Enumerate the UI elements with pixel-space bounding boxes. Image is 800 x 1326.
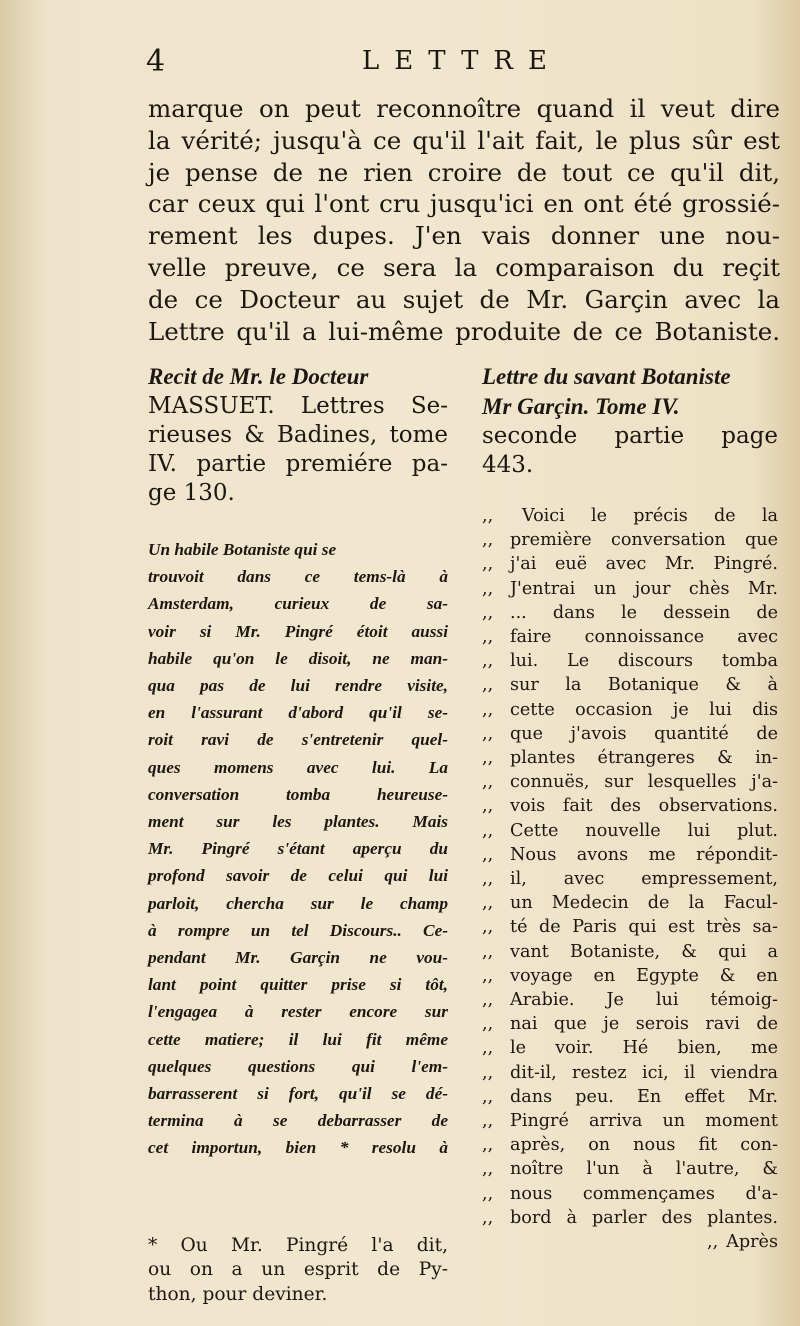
right-quote-line	[482, 1109, 778, 1133]
right-quote-text: dans peu. En effet Mr.	[510, 1086, 778, 1107]
right-quote-text: cette occasion je lui dis	[510, 699, 778, 720]
footnote-line: thon, pour deviner.	[148, 1283, 328, 1305]
right-quote-line	[482, 1182, 778, 1206]
left-quote-line: Un habile Botaniste qui se	[148, 540, 337, 559]
page-header	[0, 38, 800, 88]
right-quote-text: vois fait des observations.	[510, 796, 778, 817]
left-heading-line: IV. partie premiére pa-	[148, 451, 448, 477]
left-quote-line: barrasserent si fort, qu'il se dé-	[148, 1084, 448, 1104]
right-quote-line	[482, 673, 778, 697]
quote-mark: ,,	[482, 554, 494, 575]
right-quote-line	[482, 1133, 778, 1157]
left-quote-line: en l'assurant d'abord qu'il se-	[148, 703, 448, 723]
right-heading-line: 443.	[482, 452, 534, 478]
right-quote-text: nous commençames d'a-	[510, 1183, 778, 1204]
right-quote-line	[482, 843, 778, 867]
left-quote-line: lant point quitter prise si tôt,	[148, 975, 448, 995]
right-quote-line	[482, 746, 778, 770]
right-quote-line	[482, 940, 778, 964]
right-quote-line	[482, 1230, 778, 1254]
quote-mark: ,,	[482, 893, 494, 914]
right-quote-line	[482, 649, 778, 673]
right-quote-text: bord à parler des plantes.	[510, 1207, 778, 1228]
right-heading-line: Lettre du savant Botaniste	[482, 364, 731, 389]
right-quote-text: vant Botaniste, & qui a	[510, 941, 778, 962]
quote-mark: ,,	[482, 506, 494, 526]
quote-mark: ,,	[482, 675, 494, 696]
right-heading-line: seconde partie page	[482, 423, 778, 449]
intro-line: car ceux qui l'ont cru jusqu'ici en ont été grossié-	[148, 189, 780, 219]
left-quote-line: Mr. Pingré s'étant aperçu du	[148, 839, 448, 859]
left-quote-line: ques momens avec lui. La	[148, 757, 448, 777]
intro-line: marque on peut reconnoître quand il veut dire	[148, 94, 780, 123]
intro-line: je pense de ne rien croire de tout ce qu'il dit,	[148, 157, 780, 187]
intro-line: Lettre qu'il a lui-même produite de ce Botaniste.	[148, 316, 780, 346]
right-quote-line	[482, 988, 778, 1012]
right-quote-text: sur la Botanique & à	[510, 675, 778, 696]
quote-mark: ,,	[482, 1086, 494, 1107]
left-quote-line: quelques questions qui l'em-	[148, 1056, 448, 1076]
right-quote-text: Arabie. Je lui témoig-	[510, 990, 778, 1011]
left-quote-line: pendant Mr. Garçin ne vou-	[148, 948, 448, 968]
right-quote-line	[482, 819, 778, 843]
quote-mark: ,,	[482, 1014, 494, 1035]
right-quote-text: faire connoissance avec	[510, 627, 778, 648]
right-quote-text: Cette nouvelle lui plut.	[510, 820, 778, 841]
left-quote-line: termina à se debarrasser de	[148, 1111, 448, 1131]
left-quote-line: profond savoir de celui qui lui	[148, 866, 448, 886]
right-quote-text: Voici le précis de la	[522, 506, 778, 526]
intro-line: rement les dupes. J'en vais donner une nou-	[148, 221, 780, 251]
quote-mark: ,,	[482, 651, 494, 672]
right-quote-text: plantes étrangeres & in-	[510, 748, 778, 769]
footnote-line: * Ou Mr. Pingré l'a dit,	[148, 1234, 448, 1256]
running-title: LETTRE	[362, 46, 562, 76]
right-quote-text: J'entrai un jour chès Mr.	[510, 578, 778, 599]
quote-mark: ,,	[482, 1038, 494, 1059]
left-heading-line: MASSUET. Lettres Se-	[148, 393, 448, 419]
quote-mark: ,,	[482, 1135, 494, 1156]
quote-mark: ,,	[482, 820, 494, 841]
right-quote-text: voyage en Egypte & en	[510, 965, 778, 986]
right-quote	[482, 504, 778, 1254]
right-quote-line	[482, 1085, 778, 1109]
right-quote-line	[482, 625, 778, 649]
quote-mark: ,,	[482, 844, 494, 865]
left-quote-line: cet importun, bien * resolu à	[148, 1138, 448, 1158]
right-quote-line	[482, 1061, 778, 1085]
footnote	[148, 1234, 448, 1308]
intro-line: velle preuve, ce sera la comparaison du reçit	[148, 252, 780, 282]
quote-mark: ,,	[482, 578, 494, 599]
left-column	[148, 362, 448, 1307]
footnote-line: ou on a un esprit de Py-	[148, 1259, 448, 1281]
right-quote-line	[482, 1012, 778, 1036]
quote-mark: ,,	[482, 748, 494, 769]
right-quote-text: il, avec empressement,	[510, 869, 778, 890]
right-quote-text: après, on nous fit con-	[510, 1135, 778, 1156]
left-quote-line: cette matiere; il lui fit même	[148, 1029, 448, 1049]
right-quote-line	[482, 964, 778, 988]
quote-mark: ,,	[482, 1062, 494, 1083]
intro-line: de ce Docteur au sujet de Mr. Garçin avec la	[148, 284, 780, 314]
left-heading-line: ge 130.	[148, 480, 235, 506]
right-column	[482, 362, 778, 1254]
page-number: 4	[146, 44, 166, 79]
right-quote-line	[482, 770, 778, 794]
right-quote-line	[482, 601, 778, 625]
right-quote-line	[482, 1157, 778, 1181]
quote-mark: ,,	[482, 1111, 494, 1132]
right-quote-line	[482, 528, 778, 552]
right-quote-text: le voir. Hé bien, me	[510, 1038, 778, 1059]
right-quote-line	[482, 915, 778, 939]
left-quote	[148, 536, 448, 1162]
right-quote-text: j'ai euë avec Mr. Pingré.	[510, 554, 778, 575]
right-quote-line	[482, 698, 778, 722]
right-quote-text: Après	[726, 1232, 778, 1253]
right-quote-text: que j'avois quantité de	[510, 723, 778, 744]
right-quote-text: lui. Le discours tomba	[510, 651, 778, 672]
right-heading-line: Mr Garçin. Tome IV.	[482, 394, 680, 419]
right-quote-line	[482, 504, 778, 528]
quote-mark: ,,	[482, 941, 494, 962]
right-quote-line	[482, 577, 778, 601]
right-quote-text: nai que je serois ravi de	[510, 1014, 778, 1035]
right-quote-line	[482, 1206, 778, 1230]
left-quote-line: conversation tomba heureuse-	[148, 784, 448, 804]
quote-mark: ,,	[482, 917, 494, 938]
left-quote-line: l'engagea à rester encore sur	[148, 1002, 448, 1022]
left-quote-line: roit ravi de s'entretenir quel-	[148, 730, 448, 750]
left-heading-line: rieuses & Badines, tome	[148, 422, 448, 448]
right-quote-text: ... dans le dessein de	[510, 602, 778, 623]
left-quote-line: trouvoit dans ce tems-là à	[148, 567, 448, 587]
quote-mark: ,,	[482, 965, 494, 986]
quote-mark: ,,	[482, 990, 494, 1011]
right-quote-line	[482, 794, 778, 818]
right-quote-line	[482, 722, 778, 746]
quote-mark: ,,	[482, 723, 494, 744]
left-quote-line: ment sur les plantes. Mais	[148, 812, 448, 832]
quote-mark: ,,	[482, 602, 494, 623]
right-quote-text: connuës, sur lesquelles j'a-	[510, 772, 778, 793]
intro-line: la vérité; jusqu'à ce qu'il l'ait fait, le plus sûr est	[148, 125, 780, 155]
right-quote-line	[482, 891, 778, 915]
quote-mark: ,,	[482, 1207, 494, 1228]
intro-paragraph	[148, 93, 780, 347]
left-heading	[148, 362, 448, 508]
quote-mark: ,,	[482, 1183, 494, 1204]
right-quote-text: un Medecin de la Facul-	[510, 893, 778, 914]
right-quote-text: première conversation que	[510, 530, 778, 551]
right-quote-text: Nous avons me répondit-	[510, 844, 778, 865]
quote-mark: ,,	[482, 1159, 494, 1180]
quote-mark: ,,	[482, 772, 494, 793]
quote-mark: ,,	[482, 699, 494, 720]
quote-mark: ,,	[482, 869, 494, 890]
left-quote-line: à rompre un tel Discours.. Ce-	[148, 920, 448, 940]
right-quote-text: té de Paris qui est très sa-	[510, 917, 778, 938]
right-quote-text: dit-il, restez ici, il viendra	[510, 1062, 778, 1083]
right-quote-text: noître l'un à l'autre, &	[510, 1159, 778, 1180]
quote-mark: ,,	[482, 530, 494, 551]
right-quote-line	[482, 1036, 778, 1060]
right-quote-line	[482, 552, 778, 576]
left-quote-line: habile qu'on le disoit, ne man-	[148, 648, 448, 668]
left-quote-line: Amsterdam, curieux de sa-	[148, 594, 448, 614]
left-quote-line: qua pas de lui rendre visite,	[148, 676, 448, 696]
left-heading-line: Recit de Mr. le Docteur	[148, 364, 369, 389]
quote-mark: ,,	[482, 627, 494, 648]
right-quote-text: Pingré arriva un moment	[510, 1111, 778, 1132]
right-quote-line	[482, 867, 778, 891]
left-quote-line: parloit, chercha sur le champ	[148, 893, 448, 913]
left-quote-line: voir si Mr. Pingré étoit aussi	[148, 621, 448, 641]
right-heading	[482, 362, 778, 480]
quote-mark: ,,	[482, 796, 494, 817]
quote-mark: ,,	[706, 1232, 719, 1253]
